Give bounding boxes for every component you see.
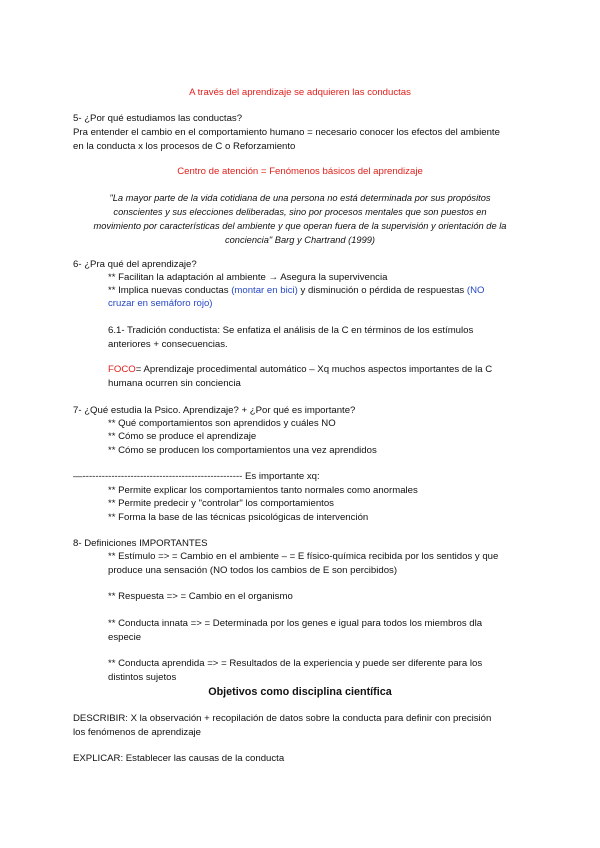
quote-line: movimiento por características del ambiente y que operan fuera de la supervisión y orientación de la <box>93 221 507 231</box>
importance-item: ** Permite predecir y "controlar" los comportamientos <box>108 498 334 509</box>
definition-line: ** Estímulo => = Cambio en el ambiente – = E físico-química recibida por los sentidos y que <box>108 551 499 562</box>
importance-item: ** Forma la base de las técnicas psicológicas de intervención <box>108 512 369 523</box>
q5-heading: 5- ¿Por qué estudiamos las conductas? <box>73 113 243 124</box>
q7-bullet: ** Cómo se produce el aprendizaje <box>108 431 257 442</box>
q6-bullet-text: y disminución o pérdida de respuestas <box>297 285 467 296</box>
s61-line: 6.1- Tradición conductista: Se enfatiza el análisis de la C en términos de los estímulos <box>108 325 474 336</box>
q7-heading: 7- ¿Qué estudia la Psico. Aprendizaje? + ¿Por qué es importante? <box>73 405 356 416</box>
definition-line: ** Conducta aprendida => = Resultados de la experiencia y puede ser diferente para los <box>108 658 483 669</box>
foco-line <box>108 364 492 376</box>
quote-line: "La mayor parte de la vida cotidiana de una persona no está determinada por sus propósitos <box>109 193 491 203</box>
q7-bullet: ** Cómo se producen los comportamientos una vez aprendidos <box>108 445 377 456</box>
q7-bullet: ** Qué comportamientos son aprendidos y cuáles NO <box>108 418 336 429</box>
q6-bullet: ** Facilitan la adaptación al ambiente → Asegura la supervivencia <box>108 272 388 283</box>
quote-line: conscientes y sus elecciones deliberadas, sino por procesos mentales que son puestos en <box>113 207 487 217</box>
q6-bullet-text: ** Implica nuevas conductas <box>108 285 232 296</box>
example-bici: (montar en bici) <box>231 285 298 296</box>
definition-line: ** Conducta innata => = Determinada por los genes e igual para todos los miembros dla <box>108 618 483 629</box>
divider-line: —-------------------------------------------------- Es importante xq: <box>73 471 320 482</box>
quote-line: conciencia" Barg y Chartrand (1999) <box>224 235 376 245</box>
s61-line: anteriores + consecuencias. <box>108 339 228 350</box>
q6-heading: 6- ¿Pra qué del aprendizaje? <box>73 259 197 270</box>
page-title: A través del aprendizaje se adquieren las conductas <box>189 87 411 98</box>
q5-text-line: en la conducta x los procesos de C o Reforzamiento <box>73 141 296 152</box>
importance-item: ** Permite explicar los comportamientos tanto normales como anormales <box>108 485 418 496</box>
foco-line: humana ocurren sin conciencia <box>108 378 241 389</box>
q6-bullet <box>108 285 485 297</box>
definition-line: ** Respuesta => = Cambio en el organismo <box>108 591 293 602</box>
example-semaforo: (NO <box>466 285 485 296</box>
q8-heading: 8- Definiciones IMPORTANTES <box>73 538 208 549</box>
q5-text-line: Pra entender el cambio en el comportamiento humano = necesario conocer los efectos del ambiente <box>73 127 500 138</box>
foco-text: = Aprendizaje procedimental automático – Xq muchos aspectos importantes de la C <box>135 364 493 375</box>
definition-line: especie <box>108 632 142 643</box>
describir-line: los fenómenos de aprendizaje <box>73 727 202 738</box>
describir-line: DESCRIBIR: X la observación + recopilación de datos sobre la conducta para definir con precisión <box>73 713 492 724</box>
definition-line: distintos sujetos <box>108 672 177 683</box>
centro-atencion: Centro de atención = Fenómenos básicos del aprendizaje <box>177 166 423 177</box>
foco-label: FOCO <box>108 364 136 375</box>
objetivos-heading: Objetivos como disciplina científica <box>208 686 392 698</box>
example-semaforo-cont: cruzar en semáforo rojo) <box>108 298 213 309</box>
definition-line: produce una sensación (NO todos los cambios de E son percibidos) <box>108 565 398 576</box>
explicar-line: EXPLICAR: Establecer las causas de la conducta <box>73 753 285 764</box>
